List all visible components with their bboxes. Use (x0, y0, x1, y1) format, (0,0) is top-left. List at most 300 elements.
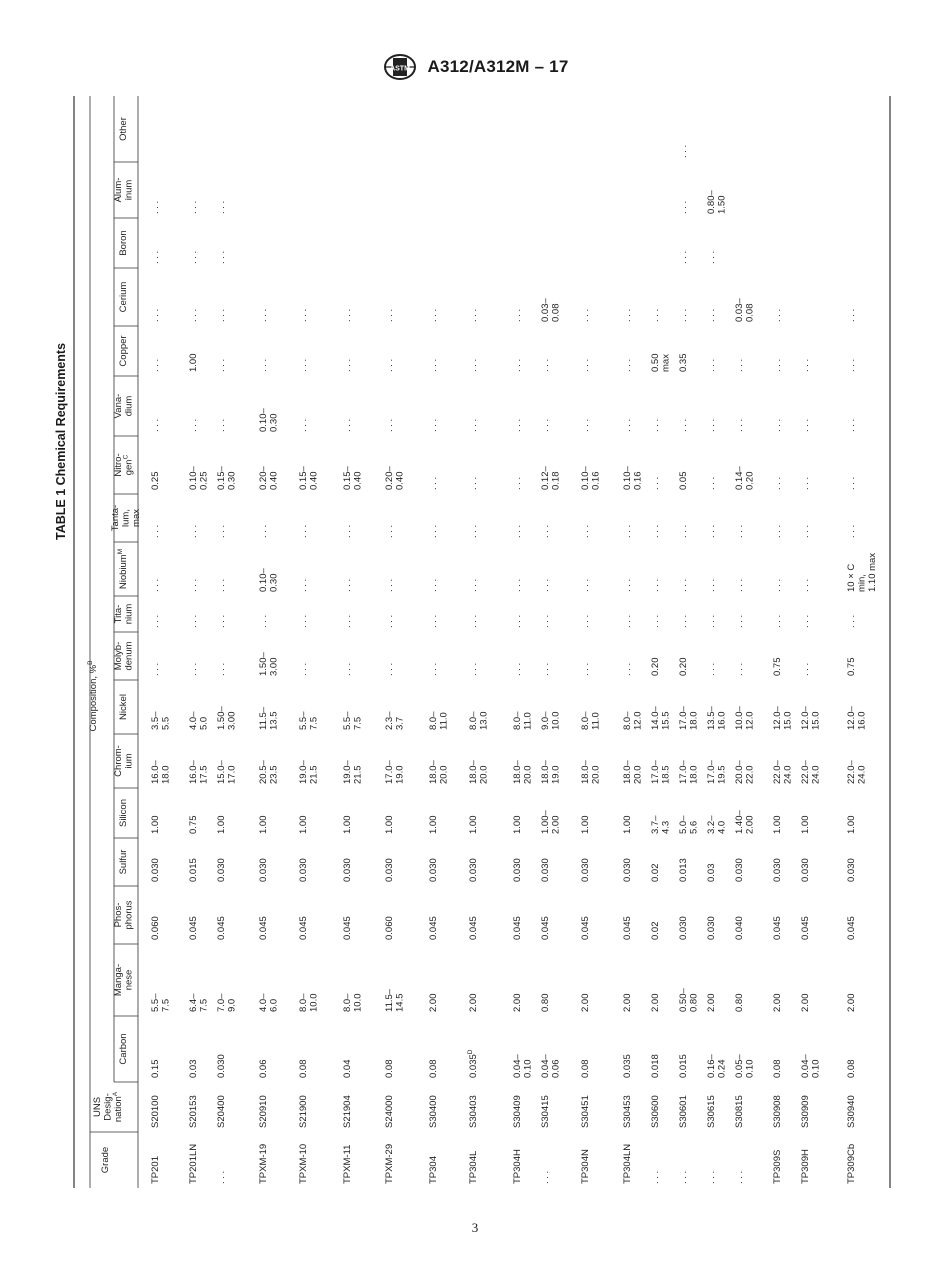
cell-molybdenum-S30909-line: . . . (800, 662, 811, 676)
cell-uns-S30409-line: S30409 (512, 1095, 523, 1128)
cell-molybdenum-S30600 (650, 658, 661, 677)
cell-silicon-S30815-line: 1.40– (734, 810, 745, 834)
cell-nickel-S30815 (734, 706, 756, 730)
cell-copper-S30615 (706, 359, 717, 372)
cell-sulfur-S30400 (428, 858, 439, 882)
cell-vanadium-S20910 (258, 408, 280, 432)
cell-chromium-S21900-line: 19.0– (298, 760, 309, 784)
cell-chromium-S30908 (772, 760, 794, 784)
cell-tantalum-S30601 (678, 525, 689, 538)
cell-phosphorus-S30403-line: 0.045 (468, 916, 479, 940)
cell-carbon-S30415-line: 0.04– (540, 1054, 551, 1078)
cell-vanadium-S30415 (540, 419, 551, 432)
cell-copper-S30940 (846, 359, 857, 372)
cell-cerium-S30601-line: . . . (678, 308, 689, 322)
cell-cerium-S30940 (846, 309, 857, 322)
cell-silicon-S30815 (734, 810, 756, 834)
cell-sulfur-S30453 (622, 858, 633, 882)
cell-nitrogen-S20910-line: 0.20– (258, 466, 269, 490)
cell-nickel-S30615-line: 16.0 (716, 711, 728, 730)
cell-nitrogen-S20153-line: 0.25 (198, 471, 210, 490)
cell-silicon-S20153-line: 0.75 (188, 815, 199, 834)
cell-carbon-S30415-line: 0.06 (550, 1059, 562, 1078)
cell-carbon-S30909-line: 0.04– (800, 1054, 811, 1078)
cell-uns-S30615-line: S30615 (706, 1095, 717, 1128)
chemical-requirements-table (72, 96, 892, 1188)
cell-cerium-S30409 (512, 309, 523, 322)
cell-silicon-S20400 (216, 816, 227, 835)
cell-titanium-S30908 (772, 615, 783, 628)
column-header-manganese-line: nese (123, 969, 135, 991)
cell-niobium-S30615 (706, 579, 717, 592)
cell-vanadium-S30908 (772, 419, 783, 432)
cell-nickel-S30909 (800, 706, 822, 730)
cell-tantalum-S30940-line: . . . (846, 524, 857, 538)
cell-silicon-S30409 (512, 816, 523, 835)
cell-aluminum-S30601 (678, 201, 689, 214)
cell-chromium-S30451-line: 20.0 (590, 765, 602, 784)
cell-sulfur-S20400-line: 0.030 (216, 858, 227, 882)
cell-grade-S21900 (298, 1144, 309, 1184)
cell-phosphorus-S21900 (298, 916, 309, 940)
cell-titanium-S30415 (540, 615, 551, 628)
cell-chromium-S30409-line: 18.0– (512, 760, 523, 784)
cell-sulfur-S24000 (384, 858, 395, 882)
cell-cerium-S30400 (428, 309, 439, 322)
cell-nickel-S30451 (580, 711, 602, 730)
cell-silicon-S30453 (622, 816, 633, 835)
cell-silicon-S30615-line: 3.2– (706, 815, 717, 834)
cell-titanium-S30601 (678, 615, 689, 628)
cell-nickel-S20153-line: 4.0– (188, 711, 199, 730)
cell-molybdenum-S30908 (772, 658, 783, 677)
cell-molybdenum-S20910-line: 3.00 (268, 657, 280, 676)
cell-carbon-S21900-line: 0.08 (298, 1059, 309, 1078)
cell-manganese-S20910 (258, 993, 280, 1012)
column-header-nickel (118, 694, 129, 720)
cell-niobium-S30909-line: . . . (800, 578, 811, 592)
cell-chromium-S20400-line: 15.0– (216, 760, 227, 784)
cell-tantalum-S30600 (650, 525, 661, 538)
column-header-aluminum (113, 178, 135, 203)
cell-vanadium-S20910-line: 0.30 (268, 413, 280, 432)
cell-uns-S30403 (468, 1095, 479, 1128)
column-header-molybdenum-line: denum (123, 641, 135, 671)
cell-carbon-S30451 (580, 1060, 591, 1079)
cell-sulfur-S21900-line: 0.030 (298, 858, 309, 882)
cell-nitrogen-S30400 (428, 477, 439, 490)
cell-uns-S30415 (540, 1095, 551, 1128)
cell-uns-S21904-line: S21904 (342, 1095, 353, 1128)
cell-titanium-S20400 (216, 615, 227, 628)
cell-uns-S20400 (216, 1095, 227, 1128)
cell-manganese-S30940 (846, 994, 857, 1013)
cell-boron-S20100-line: . . . (150, 250, 161, 264)
cell-molybdenum-S30451 (580, 663, 591, 676)
cell-carbon-S30400-line: 0.08 (428, 1059, 439, 1078)
cell-uns-S30601-line: S30601 (678, 1095, 689, 1128)
cell-phosphorus-S30415 (540, 916, 551, 940)
column-header-copper (118, 335, 129, 366)
cell-carbon-S30601 (678, 1054, 689, 1078)
cell-chromium-S30815-line: 22.0 (744, 765, 756, 784)
cell-silicon-S20400-line: 1.00 (216, 815, 227, 834)
cell-uns-S30453-line: S30453 (622, 1095, 633, 1128)
cell-carbon-S30600 (650, 1054, 661, 1078)
cell-nickel-S30600-line: 14.0– (650, 706, 661, 730)
cell-copper-S30409-line: . . . (512, 358, 523, 372)
cell-chromium-S30415-line: 19.0 (550, 765, 562, 784)
cell-copper-S30815-line: . . . (734, 358, 745, 372)
column-header-manganese (113, 964, 135, 996)
cell-boron-S30601 (678, 251, 689, 264)
cell-titanium-S24000 (384, 615, 395, 628)
cell-aluminum-S20400-line: . . . (216, 200, 227, 214)
cell-silicon-S21900 (298, 816, 309, 835)
cell-chromium-S30908-line: 24.0 (782, 765, 794, 784)
cell-manganese-S30451-line: 2.00 (580, 993, 591, 1012)
composition-group-header-line: Composition, % (88, 664, 99, 732)
cell-uns-S21904 (342, 1095, 353, 1128)
cell-nickel-S30451-line: 11.0 (590, 712, 602, 730)
cell-nitrogen-S30908 (772, 477, 783, 490)
cell-nickel-S20100-line: 3.5– (150, 711, 161, 730)
cell-nitrogen-S24000-line: 0.40 (394, 471, 406, 490)
cell-tantalum-S20400-line: . . . (216, 524, 227, 538)
cell-grade-S20153-line: TP201LN (188, 1143, 199, 1184)
cell-titanium-S30815 (734, 615, 745, 628)
cell-manganese-S20400-line: 9.0 (226, 998, 238, 1012)
cell-sulfur-S30453-line: 0.030 (622, 858, 633, 882)
cell-aluminum-S20153-line: . . . (188, 200, 199, 214)
cell-grade-S20910 (258, 1144, 269, 1184)
column-header-tantalum-line: Tanta- (110, 504, 121, 532)
cell-tantalum-S30909-line: . . . (800, 524, 811, 538)
cell-chromium-S30453 (622, 760, 644, 784)
cell-other-S30601 (678, 145, 689, 158)
cell-niobium-S30600 (650, 579, 661, 592)
cell-manganese-S21904-line: 10.0 (352, 993, 364, 1012)
cell-chromium-S30601 (678, 760, 700, 784)
cell-vanadium-S30415-line: . . . (540, 418, 551, 432)
cell-copper-S30403 (468, 359, 479, 372)
cell-uns-S30409 (512, 1095, 523, 1128)
column-header-nickel-line: Nickel (118, 694, 129, 720)
cell-vanadium-S30403-line: . . . (468, 418, 479, 432)
cell-grade-S20400 (216, 1171, 227, 1184)
cell-titanium-S30909 (800, 615, 811, 628)
cell-manganese-S30453 (622, 994, 633, 1013)
cell-aluminum-S30615-line: 1.50 (716, 195, 728, 214)
cell-uns-S21900-line: S21900 (298, 1095, 309, 1128)
cell-molybdenum-S30403-line: . . . (468, 662, 479, 676)
cell-uns-S30909-line: S30909 (800, 1095, 811, 1128)
cell-sulfur-S20153-line: 0.015 (188, 858, 199, 882)
cell-chromium-S30815-line: 20.0– (734, 760, 745, 784)
cell-carbon-S24000 (384, 1060, 395, 1079)
composition-group-header-footnote: B (87, 660, 94, 665)
cell-sulfur-S21904-line: 0.030 (342, 858, 353, 882)
cell-grade-S30403 (468, 1151, 479, 1184)
cell-uns-S30415-line: S30415 (540, 1095, 551, 1128)
cell-grade-S20153 (188, 1144, 199, 1184)
cell-nitrogen-S30815-line: 0.14– (734, 466, 745, 490)
cell-vanadium-S30409-line: . . . (512, 418, 523, 432)
column-header-chromium (113, 745, 135, 777)
cell-nitrogen-S21900-line: 0.40 (308, 471, 320, 490)
cell-chromium-S20400-line: 17.0 (226, 765, 238, 784)
cell-niobium-S30453-line: . . . (622, 578, 633, 592)
cell-silicon-S21904 (342, 816, 353, 835)
cell-carbon-S24000-line: 0.08 (384, 1059, 395, 1078)
cell-copper-S30400-line: . . . (428, 358, 439, 372)
cell-silicon-S30600 (650, 815, 672, 834)
cell-manganese-S20100-line: 5.5– (150, 993, 161, 1012)
cell-tantalum-S30403 (468, 525, 479, 538)
cell-sulfur-S30409-line: 0.030 (512, 858, 523, 882)
cell-chromium-S30600-line: 18.5 (660, 765, 672, 784)
cell-chromium-S30453-line: 20.0 (632, 765, 644, 784)
cell-tantalum-S30415 (540, 525, 551, 538)
cell-grade-S21904-line: TPXM-11 (342, 1144, 353, 1184)
cell-manganese-S30415-line: 0.80 (540, 993, 551, 1012)
cell-phosphorus-S30940 (846, 916, 857, 940)
cell-molybdenum-S30600-line: 0.20 (650, 657, 661, 676)
cell-nickel-S20100 (150, 711, 172, 730)
cell-phosphorus-S30400 (428, 916, 439, 940)
cell-nitrogen-S20400-line: 0.15– (216, 466, 227, 490)
cell-molybdenum-S30815 (734, 663, 745, 676)
column-header-phosphorus-line: Phos- (113, 902, 124, 928)
cell-vanadium-S30400 (428, 419, 439, 432)
cell-sulfur-S20100-line: 0.030 (150, 858, 161, 882)
cell-nickel-S20910-line: 11.5– (258, 706, 269, 730)
cell-uns-S30451-line: S30451 (580, 1095, 591, 1128)
cell-tantalum-S30400-line: . . . (428, 524, 439, 538)
cell-vanadium-S30403 (468, 419, 479, 432)
cell-vanadium-S20153 (188, 419, 199, 432)
cell-silicon-S30601 (678, 815, 700, 834)
cell-uns-S30908 (772, 1095, 783, 1128)
cell-nitrogen-S21900 (298, 466, 320, 490)
cell-cerium-S20153 (188, 309, 199, 322)
cell-carbon-S30409-line: 0.10 (522, 1059, 534, 1078)
composition-group-header (87, 661, 99, 732)
cell-molybdenum-S30909 (800, 663, 811, 676)
cell-tantalum-S30601-line: . . . (678, 524, 689, 538)
cell-sulfur-S30909 (800, 858, 811, 882)
cell-grade-S30908-line: TP309S (772, 1149, 783, 1184)
cell-chromium-S20910-line: 23.5 (268, 765, 280, 784)
cell-manganese-S30601 (678, 988, 700, 1012)
cell-vanadium-S30409 (512, 419, 523, 432)
cell-titanium-S20153 (188, 615, 199, 628)
cell-titanium-S30403-line: . . . (468, 614, 479, 628)
cell-chromium-S30815 (734, 760, 756, 784)
cell-nitrogen-S30415-line: 0.18 (550, 471, 562, 490)
cell-tantalum-S30453-line: . . . (622, 524, 633, 538)
cell-copper-S30453 (622, 359, 633, 372)
cell-titanium-S30403 (468, 615, 479, 628)
cell-niobium-S21900-line: . . . (298, 578, 309, 592)
cell-aluminum-S20100 (150, 201, 161, 214)
cell-vanadium-S30453 (622, 419, 633, 432)
cell-copper-S30600 (650, 354, 672, 373)
cell-molybdenum-S30940-line: 0.75 (846, 657, 857, 676)
cell-molybdenum-S30400-line: . . . (428, 662, 439, 676)
cell-molybdenum-S21900 (298, 663, 309, 676)
cell-uns-S20153-line: S20153 (188, 1095, 199, 1128)
cell-vanadium-S30615 (706, 419, 717, 432)
cell-cerium-S30451 (580, 309, 591, 322)
cell-copper-S30909 (800, 359, 811, 372)
cell-tantalum-S20400 (216, 525, 227, 538)
cell-nitrogen-S24000-line: 0.20– (384, 466, 395, 490)
cell-sulfur-S30601-line: 0.013 (678, 858, 689, 882)
cell-sulfur-S21900 (298, 858, 309, 882)
column-header-silicon-line: Silicon (118, 799, 129, 827)
cell-titanium-S20100 (150, 615, 161, 628)
cell-grade-S30615-line: . . . (706, 1170, 717, 1184)
cell-sulfur-S30400-line: 0.030 (428, 858, 439, 882)
cell-silicon-S30409-line: 1.00 (512, 815, 523, 834)
cell-carbon-S21904-line: 0.04 (342, 1059, 353, 1078)
column-header-cerium (118, 282, 129, 313)
cell-niobium-S30909 (800, 579, 811, 592)
cell-carbon-S30815-line: 0.10 (744, 1059, 756, 1078)
astm-logo-icon (382, 52, 418, 82)
cell-grade-S30400 (428, 1156, 439, 1184)
cell-vanadium-S30940-line: . . . (846, 418, 857, 432)
cell-cerium-S30815-line: 0.08 (744, 303, 756, 322)
column-header-other-line: Other (118, 117, 129, 141)
cell-boron-S30615 (706, 251, 717, 264)
cell-nitrogen-S24000 (384, 466, 406, 490)
cell-grade-S30940 (846, 1144, 857, 1184)
cell-chromium-S30451-line: 18.0– (580, 760, 591, 784)
column-header-uns-footnote: A (112, 1091, 119, 1097)
cell-nitrogen-S30909-line: . . . (800, 476, 811, 490)
cell-grade-S30940-line: TP309Cb (846, 1143, 857, 1184)
cell-niobium-S30453 (622, 579, 633, 592)
cell-uns-S30453 (622, 1095, 633, 1128)
cell-manganese-S20400 (216, 993, 238, 1012)
cell-chromium-S30409 (512, 760, 534, 784)
cell-phosphorus-S30815 (734, 916, 745, 940)
cell-carbon-S30453 (622, 1054, 633, 1078)
cell-carbon-S30415 (540, 1054, 562, 1078)
column-header-vanadium-line: dium (123, 395, 135, 417)
cell-chromium-S30909-line: 24.0 (810, 765, 822, 784)
cell-phosphorus-S20153 (188, 916, 199, 940)
cell-niobium-S30601-line: . . . (678, 578, 689, 592)
cell-titanium-S30909-line: . . . (800, 614, 811, 628)
cell-niobium-S21904-line: . . . (342, 578, 353, 592)
cell-silicon-S30415-line: 1.00– (540, 810, 551, 834)
cell-nitrogen-S20153-line: 0.10– (188, 466, 199, 490)
cell-copper-S20400 (216, 359, 227, 372)
cell-manganese-S24000-line: 11.5– (384, 988, 395, 1012)
cell-titanium-S30415-line: . . . (540, 614, 551, 628)
cell-chromium-S21900 (298, 760, 320, 784)
cell-uns-S30940 (846, 1095, 857, 1128)
cell-nickel-S30908-line: 15.0 (782, 711, 794, 730)
cell-nitrogen-S30815 (734, 466, 756, 490)
cell-vanadium-S24000 (384, 419, 395, 432)
cell-nitrogen-S30601 (678, 472, 689, 491)
cell-cerium-S30601 (678, 309, 689, 322)
cell-silicon-S30600-line: 4.3 (660, 820, 672, 834)
cell-vanadium-S30940 (846, 419, 857, 432)
cell-boron-S20153-line: . . . (188, 250, 199, 264)
table-caption (54, 340, 70, 540)
cell-vanadium-S30451 (580, 419, 591, 432)
cell-cerium-S21904 (342, 309, 353, 322)
cell-chromium-S30601-line: 17.0– (678, 760, 689, 784)
cell-chromium-S24000-line: 19.0 (394, 765, 406, 784)
cell-silicon-S30451 (580, 816, 591, 835)
cell-chromium-S24000-line: 17.0– (384, 760, 395, 784)
cell-vanadium-S24000-line: . . . (384, 418, 395, 432)
cell-uns-S20910 (258, 1095, 269, 1128)
cell-copper-S30451-line: . . . (580, 358, 591, 372)
cell-nickel-S21904-line: 5.5– (342, 711, 353, 730)
cell-manganese-S30451 (580, 994, 591, 1013)
cell-silicon-S30403 (468, 816, 479, 835)
cell-cerium-S30415 (540, 298, 562, 322)
cell-tantalum-S21904-line: . . . (342, 524, 353, 538)
cell-nickel-S30415 (540, 711, 562, 730)
cell-chromium-S30409-line: 20.0 (522, 765, 534, 784)
cell-grade-S30909 (800, 1149, 811, 1184)
cell-tantalum-S24000 (384, 525, 395, 538)
cell-molybdenum-S30453-line: . . . (622, 662, 633, 676)
cell-phosphorus-S21904 (342, 916, 353, 940)
cell-uns-S30451 (580, 1095, 591, 1128)
cell-sulfur-S30615 (706, 864, 717, 883)
cell-niobium-S30400-line: . . . (428, 578, 439, 592)
cell-uns-S20400-line: S20400 (216, 1095, 227, 1128)
cell-grade-S30815-line: . . . (734, 1170, 745, 1184)
cell-niobium-S30403 (468, 579, 479, 592)
column-header-tantalum-line: lum, (120, 509, 132, 527)
cell-carbon-S30403-footnote: D (467, 1049, 474, 1055)
cell-nickel-S30409-line: 11.0 (522, 712, 534, 730)
cell-silicon-S30815-line: 2.00 (744, 815, 756, 834)
cell-other-S30601-line: . . . (678, 144, 689, 158)
cell-carbon-S30940-line: 0.08 (846, 1059, 857, 1078)
cell-niobium-S30908 (772, 579, 783, 592)
cell-copper-S20400-line: . . . (216, 358, 227, 372)
cell-chromium-S20153 (188, 760, 210, 784)
column-header-titanium-line: Tita- (113, 604, 124, 624)
cell-tantalum-S30615 (706, 525, 717, 538)
cell-titanium-S20400-line: . . . (216, 614, 227, 628)
cell-niobium-S24000-line: . . . (384, 578, 395, 592)
cell-nickel-S24000-line: 2.3– (384, 711, 395, 730)
cell-nickel-S30400 (428, 711, 450, 730)
cell-phosphorus-S30409-line: 0.045 (512, 916, 523, 940)
cell-nickel-S30940 (846, 706, 868, 730)
cell-manganese-S30403-line: 2.00 (468, 993, 479, 1012)
cell-uns-S30600-line: S30600 (650, 1095, 661, 1128)
cell-niobium-S20910 (258, 568, 280, 592)
cell-sulfur-S20153 (188, 858, 199, 882)
cell-cerium-S21900 (298, 309, 309, 322)
cell-silicon-S30415-line: 2.00 (550, 815, 562, 834)
cell-uns-S20100-line: S20100 (150, 1095, 161, 1128)
cell-titanium-S30940-line: . . . (846, 614, 857, 628)
